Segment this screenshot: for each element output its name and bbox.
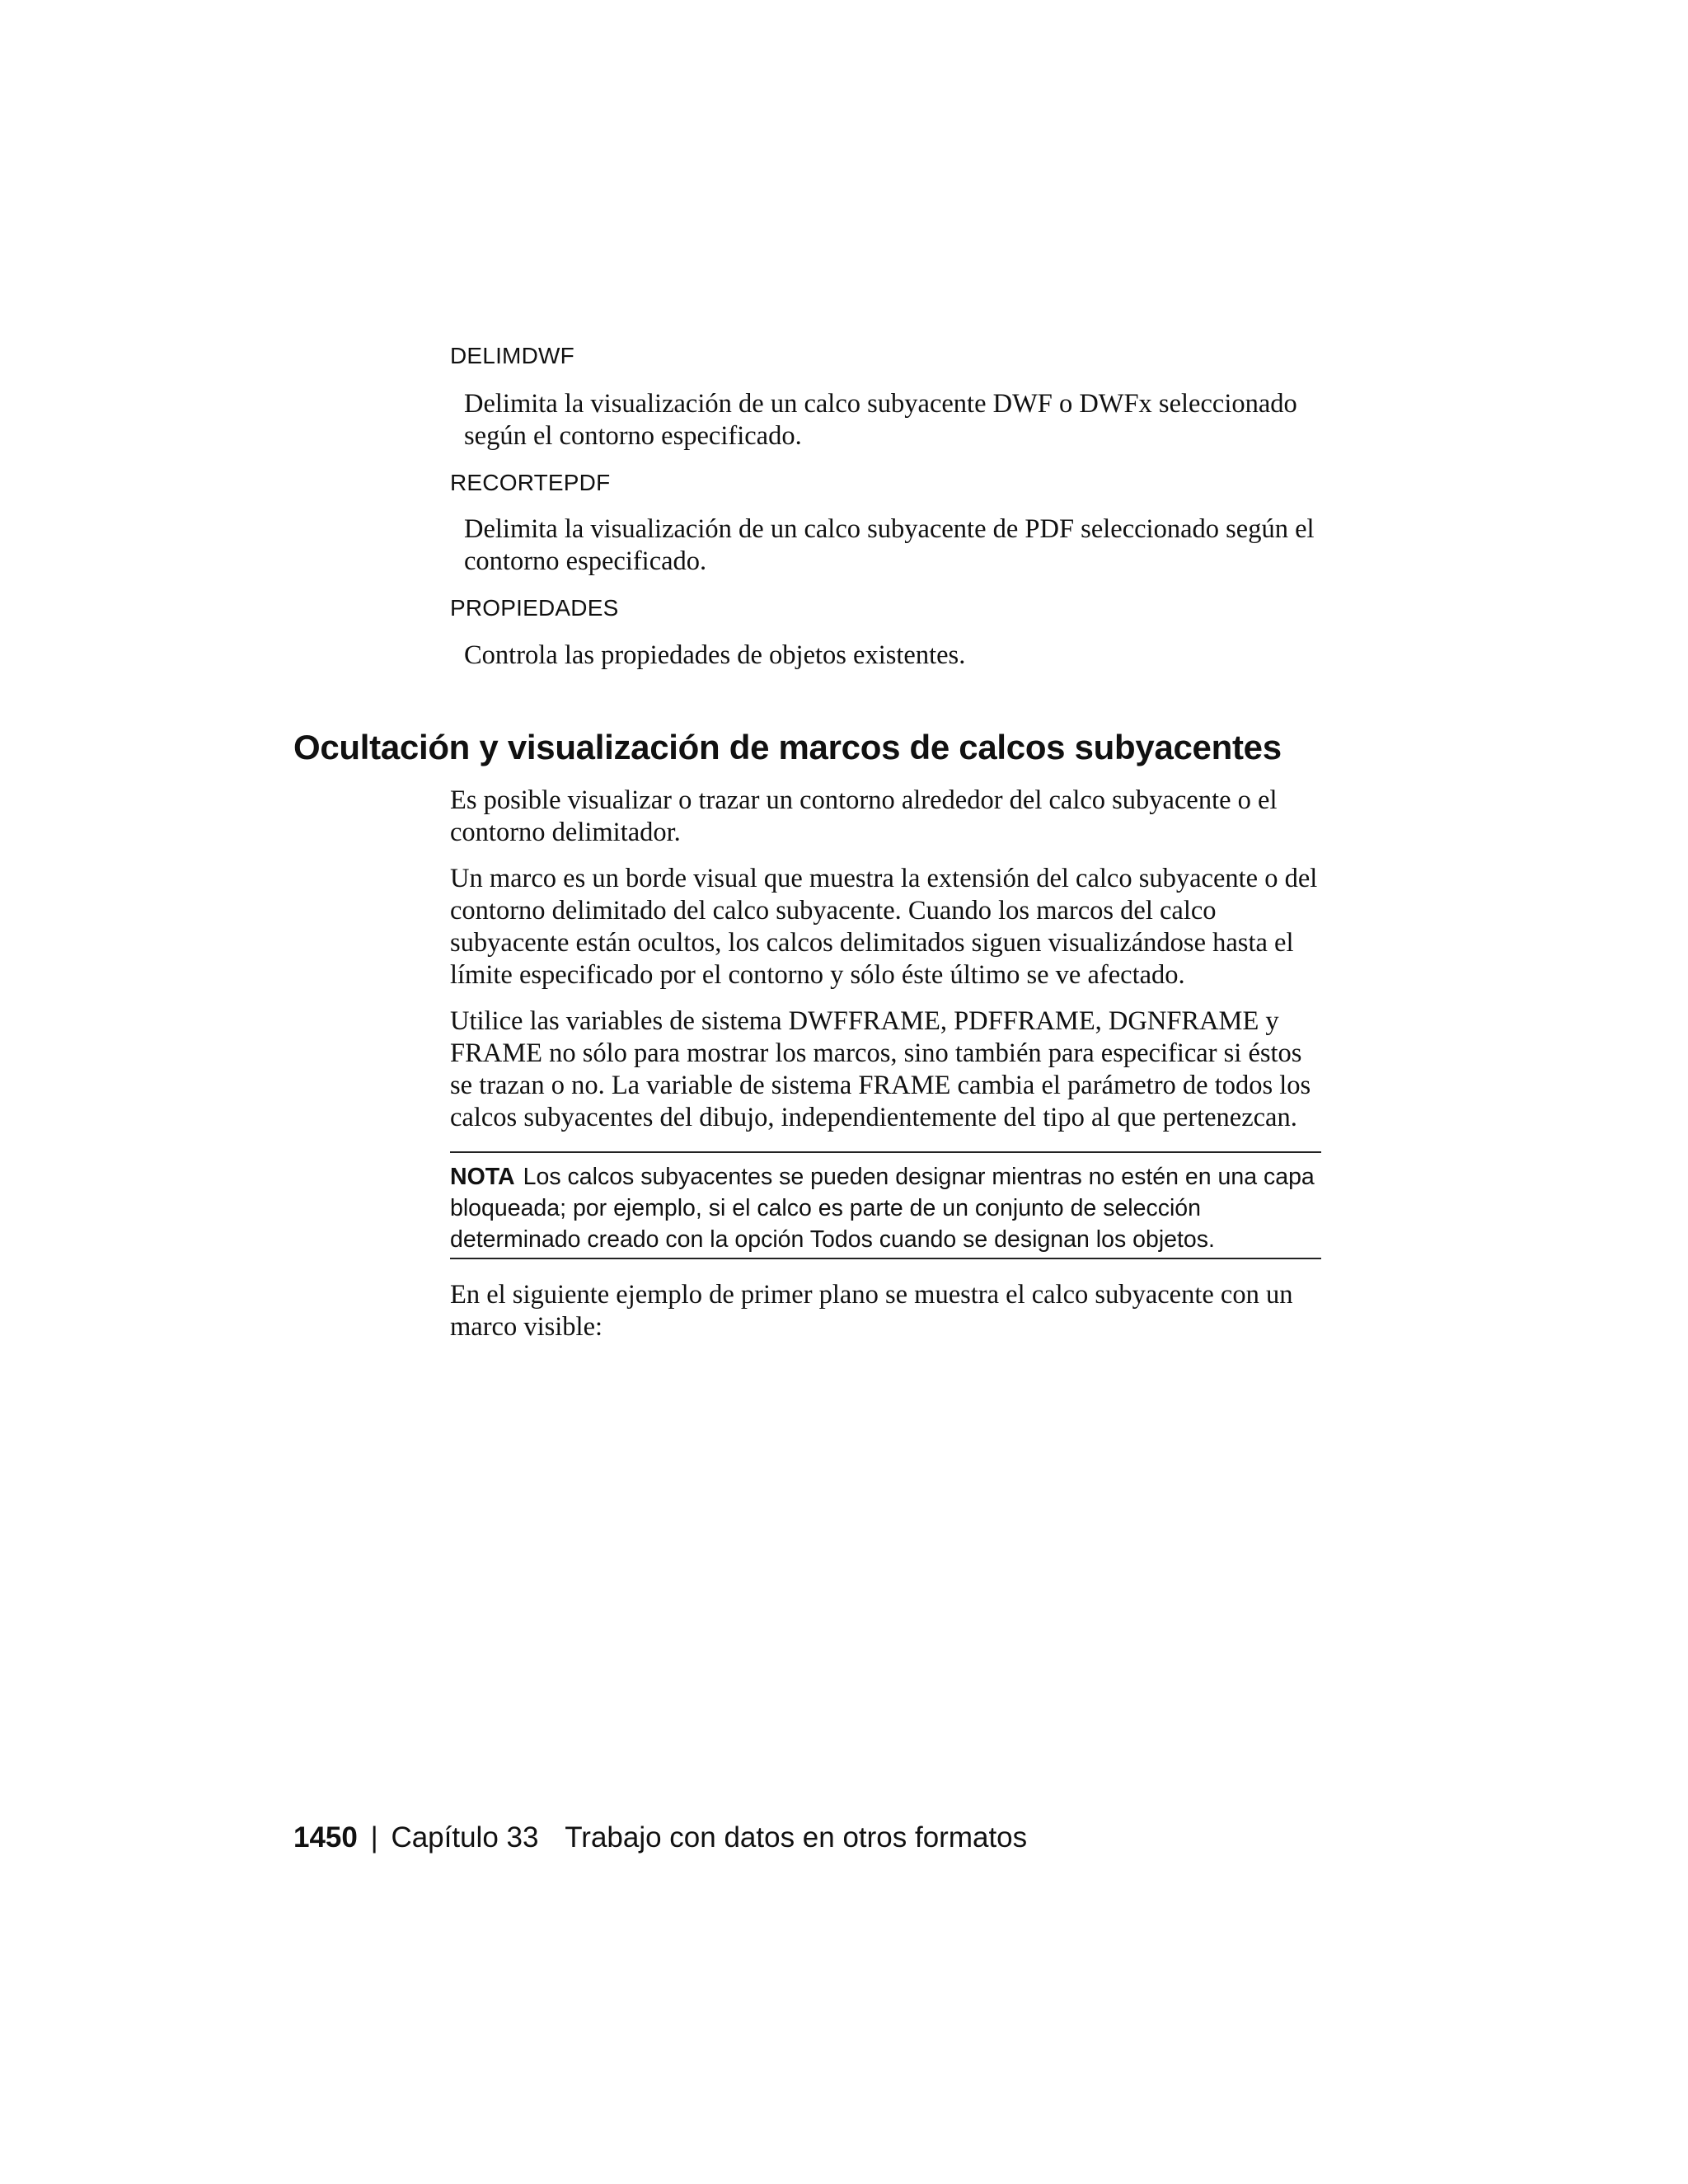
definition-description-delimdwf: Delimita la visualización de un calco subyacente DWF o DWFx seleccionado según el contorno especificado. bbox=[464, 389, 1297, 451]
section-heading: Ocultación y visualización de marcos de calcos subyacentes bbox=[293, 728, 1282, 766]
chapter-title: Trabajo con datos en otros formatos bbox=[565, 1821, 1028, 1854]
definition-description-propiedades: Controla las propiedades de objetos existentes. bbox=[464, 640, 966, 670]
note-text: Los calcos subyacentes se pueden designar mientras no estén en una capa bloqueada; por ejemplo, si el calco es parte de un conjunto de selección determinado creado con la opción Todos cuando se designan los objetos. bbox=[450, 1164, 1315, 1253]
body-paragraph-1: Es posible visualizar o trazar un contorno alrededor del calco subyacente o el contorno delimitador. bbox=[450, 785, 1278, 847]
definition-term-delimdwf: DELIMDWF bbox=[450, 343, 574, 368]
body-paragraph-2: Un marco es un borde visual que muestra la extensión del calco subyacente o del contorno delimitado del calco subyacente. Cuando los marcos del calco subyacente están ocultos, los calcos delimitados siguen visualizándose hasta el límite especificado por el contorno y sólo éste último se ve afectado. bbox=[450, 864, 1318, 990]
note-bottom-rule bbox=[450, 1258, 1321, 1259]
definition-term-recortepdf: RECORTEPDF bbox=[450, 470, 611, 495]
footer-separator: | bbox=[370, 1821, 378, 1854]
page-footer bbox=[293, 1821, 1027, 1854]
body-paragraph-3: Utilice las variables de sistema DWFFRAME, PDFFRAME, DGNFRAME y FRAME no sólo para mostrar los marcos, sino también para especificar si éstos se trazan o no. La variable de sistema FRAME cambia el parámetro de todos los calcos subyacentes del dibujo, independientemente del tipo al que pertenezcan. bbox=[450, 1006, 1311, 1132]
note-top-rule bbox=[450, 1151, 1321, 1153]
closing-paragraph: En el siguiente ejemplo de primer plano se muestra el calco subyacente con un marco visible: bbox=[450, 1280, 1293, 1342]
note-label: NOTA bbox=[450, 1164, 515, 1190]
definition-term-propiedades: PROPIEDADES bbox=[450, 595, 619, 621]
note-block bbox=[450, 1161, 1325, 1255]
page-number: 1450 bbox=[293, 1821, 358, 1854]
definition-description-recortepdf: Delimita la visualización de un calco subyacente de PDF seleccionado según el contorno especificado. bbox=[464, 514, 1315, 576]
chapter-label: Capítulo 33 bbox=[391, 1821, 539, 1854]
